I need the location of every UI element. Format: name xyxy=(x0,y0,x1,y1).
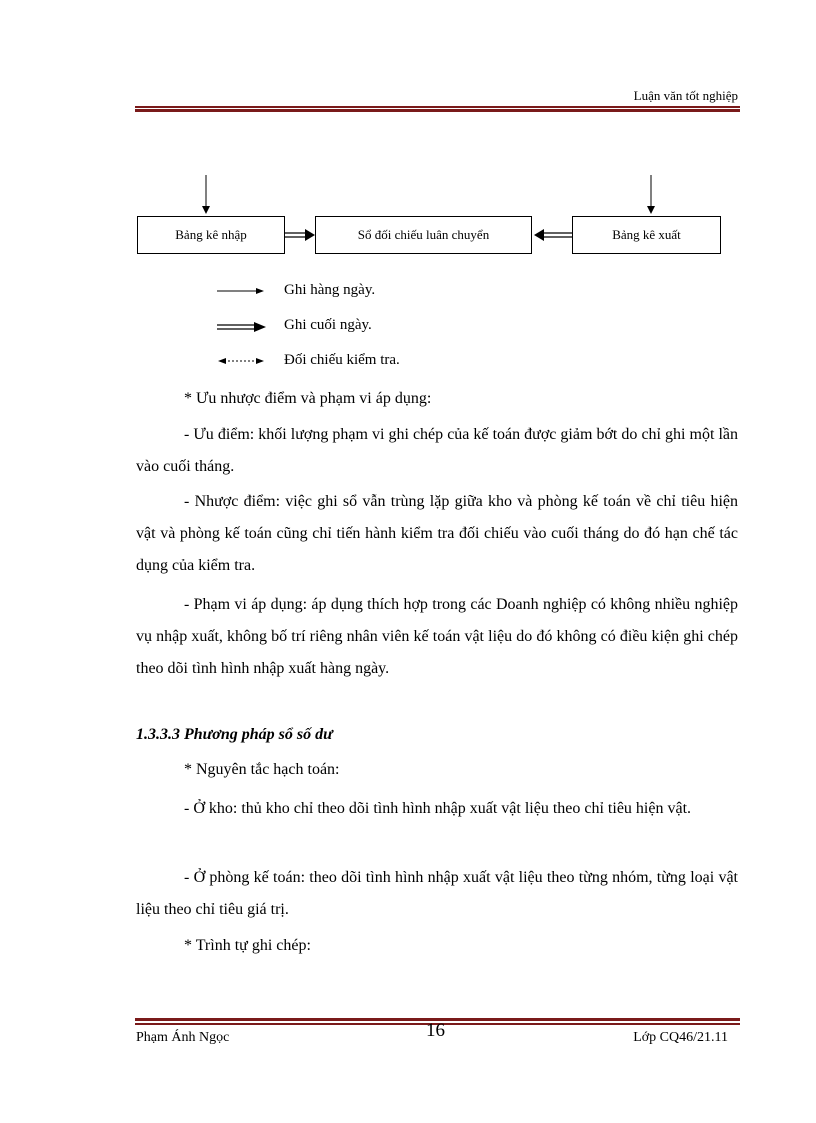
procedure-heading: * Trình tự ghi chép: xyxy=(184,937,311,954)
legend-check: Đối chiếu kiểm tra. xyxy=(284,352,400,368)
double-arrow-right-to-center xyxy=(534,229,572,241)
legend-double-arrow xyxy=(217,322,266,332)
legend-single-arrow xyxy=(217,288,264,294)
legend-dotted-arrow xyxy=(218,358,264,364)
principle-heading: * Nguyên tắc hạch toán: xyxy=(184,761,340,778)
scope-paragraph: - Phạm vi áp dụng: áp dụng thích hợp trong các Doanh nghiệp có không nhiều nghiệp vụ nhập xuất, không bố trí riêng nhân viên kế toán vật liệu do đó không có điều kiện ghi chép theo dõi tình hình nhập xuất hàng ngày. xyxy=(136,596,738,677)
section-title: 1.3.3.3 Phương pháp sổ số dư xyxy=(136,726,333,743)
accounting-room-paragraph: - Ở phòng kế toán: theo dõi tình hình nhập xuất vật liệu theo từng nhóm, từng loại vật liệu theo chỉ tiêu giá trị. xyxy=(136,869,738,918)
double-arrow-left-to-center xyxy=(285,229,315,241)
box-export-list-label: Bảng kê xuất xyxy=(612,227,681,242)
pros-cons-heading: * Ưu nhược điểm và phạm vi áp dụng: xyxy=(184,390,432,407)
header-title: Luận văn tốt nghiệp xyxy=(633,88,738,103)
box-import-list-label: Bảng kê nhập xyxy=(175,227,247,242)
warehouse-paragraph: - Ở kho: thủ kho chỉ theo dõi tình hình nhập xuất vật liệu theo chỉ tiêu hiện vật. xyxy=(184,800,692,817)
legend-daily: Ghi hàng ngày. xyxy=(284,282,376,298)
box-reconciliation-ledger-label: Sổ đối chiếu luân chuyển xyxy=(357,227,490,242)
legend-end-of-day: Ghi cuối ngày. xyxy=(284,317,372,333)
box-import-list xyxy=(137,216,285,254)
footer-author: Phạm Ánh Ngọc xyxy=(136,1030,230,1045)
footer-class: Lớp CQ46/21.11 xyxy=(633,1030,728,1045)
disadvantage-paragraph: - Nhược điểm: việc ghi sổ vẫn trùng lặp giữa kho và phòng kế toán về chỉ tiêu hiện vật và phòng kế toán cũng chỉ tiến hành kiểm tra đối chiếu vào cuối tháng do đó hạn chế tác dụng của kiểm tra. xyxy=(136,493,738,574)
box-reconciliation-ledger xyxy=(315,216,532,254)
advantage-paragraph: - Ưu điểm: khối lượng phạm vi ghi chép của kế toán được giảm bớt do chỉ ghi một lần vào cuối tháng. xyxy=(136,426,738,475)
box-export-list xyxy=(572,216,721,254)
page-number: 16 xyxy=(426,1020,445,1041)
